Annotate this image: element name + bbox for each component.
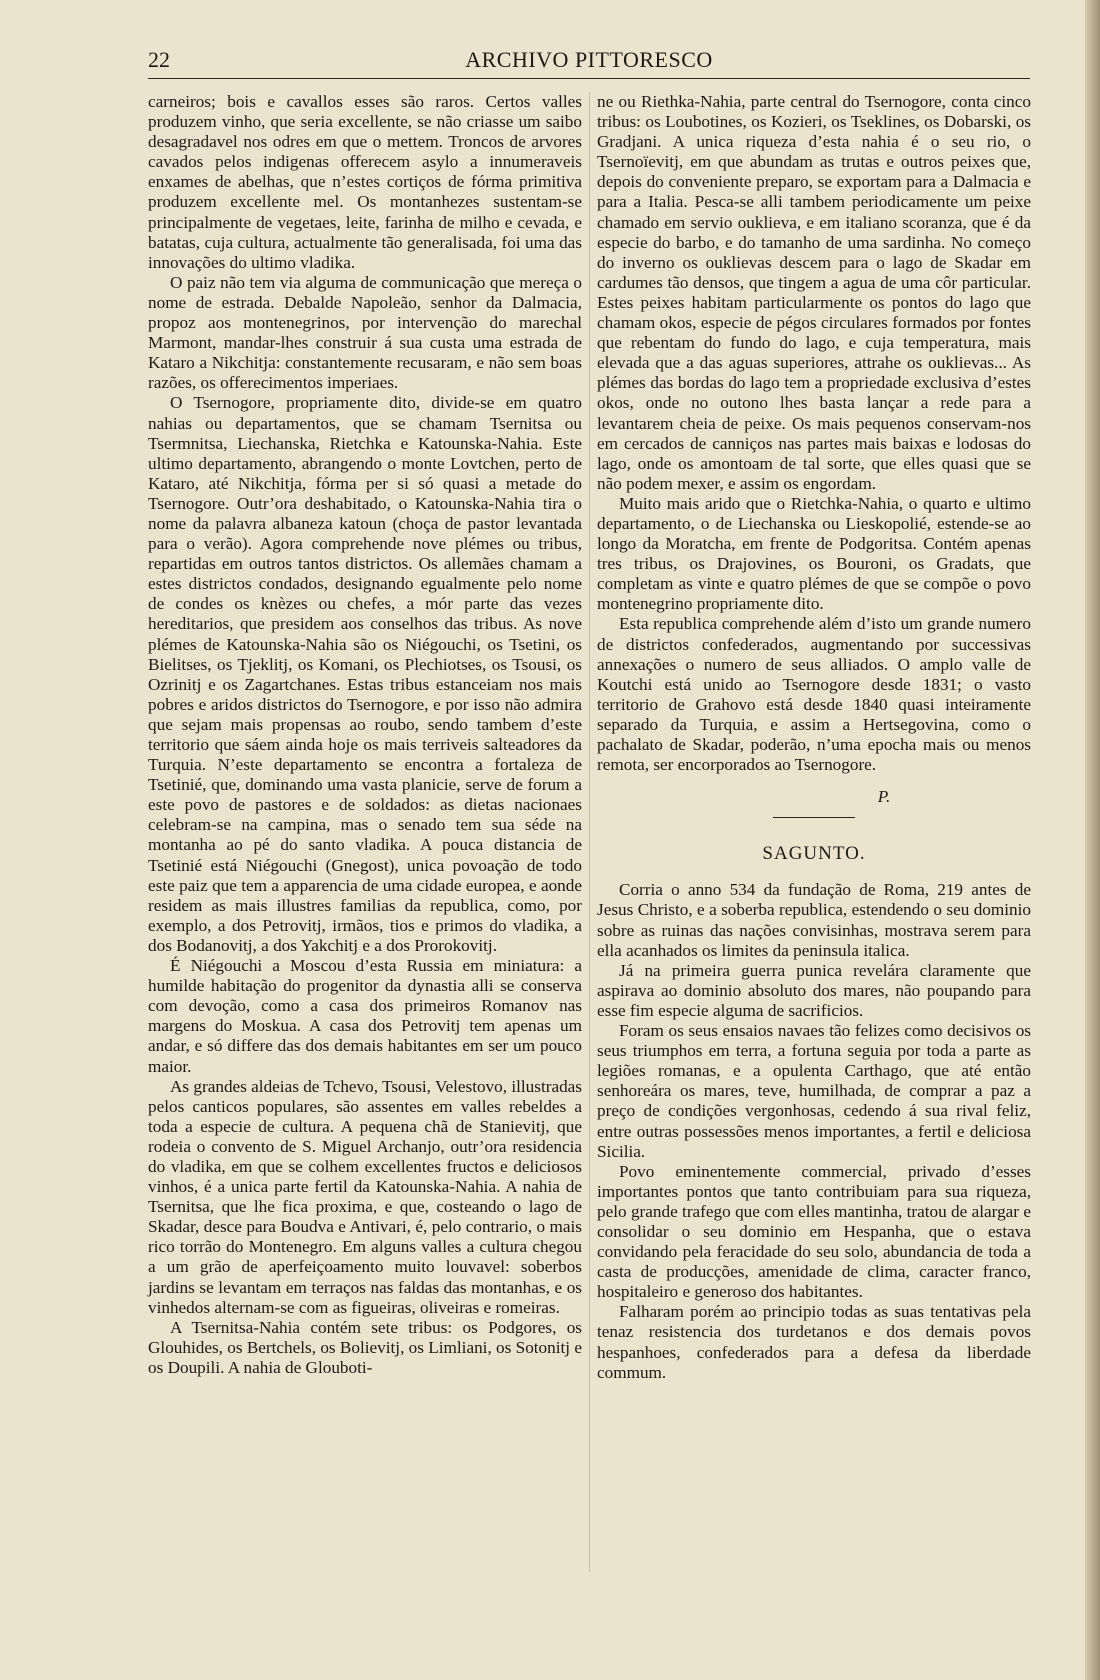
author-signature: P. [877, 787, 891, 807]
paragraph: carneiros; bois e cavallos esses são raros. Certos valles produzem vinho, que seria excellente, se não criasse um saibo desagradavel nos odres em que o mettem. Troncos de arvores cavados pelos indigenas offerecem asylo a innumeraveis enxames de abelhas, que n’estes cortiços de fórma primitiva produzem excellente mel. Os montanhezes sustentam-se principalmente de vegetaes, leite, farinha de milho e cevada, e batatas, cuja cultura, actualmente tão generalisada, foi uma das innovações do ultimo vladika. [148, 92, 582, 272]
running-title: ARCHIVO PITTORESCO [465, 47, 713, 72]
paragraph: O paiz não tem via alguma de communicação que mereça o nome de estrada. Debalde Napoleão, senhor da Dalmacia, propoz aos montenegrinos, por intervenção do marechal Marmont, mandar-lhes construir á sua custa uma estrada de Kataro a Nikchitja: constantemente recusaram, e não sem boas razões, os offerecimentos imperiaes. [148, 272, 582, 393]
paragraph: É Niégouchi a Moscou d’esta Russia em miniatura: a humilde habitação do progenitor da dynastia alli se conserva com devoção, como a casa dos primeiros Romanov nas margens do Moskua. A casa dos Petrovitj tem apenas um andar, e só differe das dos demais habitantes em ser um pouco maior. [148, 956, 582, 1076]
paragraph: Já na primeira guerra punica revelára claramente que aspirava ao dominio absoluto dos mares, não poupando para esse fim especie alguma de sacrificios. [597, 960, 1031, 1020]
paragraph: ne ou Riethka-Nahia, parte central do Tsernogore, conta cinco tribus: os Loubotines, os Kozieri, os Tseklines, os Dobarski, os Gradjani. A unica riqueza d’esta nahia é o seu rio, o Tsernoïevitj, em que abundam as trutas e outros peixes que, depois do conveniente preparo, se exportam para a Dalmacia e para a Italia. Pesca-se alli tambem periodicamente um peixe chamado em servio ouklieva, e em italiano scoranza, que é da especie do barbo, e do tamanho de uma sardinha. No começo do inverno os ouklievas descem para o lago de Skadar em cardumes tão densos, que tingem a agua de uma côr particular. Estes peixes habitam particularmente os pontos do lago que chamam okos, especie de pégos circulares formados por fontes que rebentam do fundo do lago, e cuja temperatura, mais elevada que a das aguas superiores, attrahe os ouklievas... As plémes das bordas do lago tem a propriedade exclusiva d’estes okos, onde no outono lhes basta lançar a rede para a levantarem cheia de peixe. Os mais pequenos conservam-nos em cercados de canniços nas partes mais baixas e lodosas do lago, onde os amontoam de tal sorte, que elles quasi que se não podem mexer, e assim os engordam. [597, 92, 1031, 493]
paragraph: A Tsernitsa-Nahia contém sete tribus: os Podgores, os Glouhides, os Bertchels, os Bolievitj, os Limliani, os Sotonitj e os Doupili. A nahia de Glouboti- [148, 1317, 582, 1377]
paragraph: Corria o anno 534 da fundação de Roma, 219 antes de Jesus Christo, e a soberba republica, estendendo o seu dominio sobre as ruinas das nações convisinhas, mostrava serem para ella acanhados os limites da peninsula italica. [597, 880, 1031, 960]
paragraph: O Tsernogore, propriamente dito, divide-se em quatro nahias ou departamentos, que se chamam Tsernitsa ou Tsermnitsa, Liechanska, Rietchka e Katounska-Nahia. Este ultimo departamento, abrangendo o monte Lovtchen, perto de Kataro, até Nikchitja, fórma per si só quasi a metade do Tsernogore. Outr’ora deshabitado, o Katounska-Nahia tira o nome da palavra albaneza katoun (choça de pastor levantada para o verão). Agora comprehende nove plémes ou tribus, repartidas em outros tantos districtos. Os allemães chamam a estes districtos condados, designando egualmente pelo nome de condes os knèzes ou chefes, a mór parte das vezes hereditarios, que presidem aos conselhos das tribus. As nove plémes de Katounska-Nahia são os Niégouchi, os Tsetini, os Bielitses, os Tjeklitj, os Komani, os Plechiotses, os Tsousi, os Ozrinitj e os Zagartchanes. Estas tribus estanceiam nos mais pobres e aridos districtos do Tsernogore, e por isso não admira que sejam mais propensas ao roubo, sendo tambem d’este territorio que sáem ainda hoje os mais terriveis salteadores da Turquia. N’este departamento se encontra a fortaleza de Tsetinié, que, dominando uma vasta planicie, serve de forum a este povo de pastores e de soldados: as dietas nacionaes celebram-se na campina, mas o senado tem sua séde na montanha ao pé do santo vladika. A pouca distancia de Tsetinié está Niégouchi (Gnegost), unica povoação de todo este paiz que tem a apparencia de uma cidade europea, e aonde residem as mais illustres familias da republica, como, por exemplo, a dos Petrovitj, irmãos, tios e primos do vladika, a dos Bodanovitj, a dos Yakchitj e a dos Prorokovitj. [148, 393, 582, 955]
paragraph: Povo eminentemente commercial, privado d’esses importantes pontos que tanto contribuiam para sua riqueza, pelo grande trafego que com elles mantinha, tratou de alargar e consolidar o seu dominio em Hespanha, que o estava convidando pela feracidade do seu solo, abundancia de toda a casta de producções, amenidade de clima, caracter franco, hospitaleiro e generoso dos habitantes. [597, 1161, 1031, 1302]
column-divider [589, 92, 590, 1572]
section-divider [773, 817, 855, 818]
header-rule [148, 78, 1030, 79]
paragraph: Muito mais arido que o Rietchka-Nahia, o quarto e ultimo departamento, o de Liechanska ou Lieskopolié, estende-se ao longo da Moratcha, em frente de Podgoritsa. Contém apenas tres tribus, os Drajovines, os Bouroni, os Gradats, que completam as vinte e quatro plémes de que se compõe o povo montenegrino propriamente dito. [597, 493, 1031, 614]
paragraph: Foram os seus ensaios navaes tão felizes como decisivos os seus triumphos em terra, a fortuna seguia por toda a parte as legiões romanas, e a opulenta Carthago, que até então senhoreára os mares, teve, humilhada, de comprar a paz a preço de condições vergonhosas, cedendo á sua rival feliz, entre outras possessões menos importantes, a fertil e deliciosa Sicilia. [597, 1021, 1031, 1161]
paragraph: Esta republica comprehende além d’isto um grande numero de districtos confederados, augmentando por successivas annexações o numero de seus alliados. O amplo valle de Koutchi está unido ao Tsernogore desde 1831; o vasto territorio de Grahovo está desde 1840 quasi inteiramente separado da Turquia, e assim a Hertsegovina, como o pachalato de Skadar, poderão, n’uma epocha mais ou menos remota, ser encorporados ao Tsernogore. [597, 614, 1031, 775]
section-heading: SAGUNTO. [762, 843, 866, 865]
page-header [148, 46, 1030, 78]
right-column [597, 92, 1031, 1383]
page-edge [1085, 0, 1100, 1680]
page-number: 22 [148, 47, 170, 72]
left-column [148, 92, 582, 1378]
paragraph: As grandes aldeias de Tchevo, Tsousi, Velestovo, illustradas pelos canticos populares, são assentes em valles rebeldes a toda a especie de cultura. A pequena chã de Stanievitj, que rodeia o convento de S. Miguel Archanjo, outr’ora residencia do vladika, em que se colhem excellentes fructos e deliciosos vinhos, é a unica parte fertil da Katounska-Nahia. A nahia de Tsernitsa, que lhe fica proxima, e que, costeando o lago de Skadar, desce para Boudva e Antivari, é, pelo contrario, o mais rico torrão do Montenegro. Em alguns valles a cultura chegou a um grão de aperfeiçoamento muito louvavel: soberbos jardins se levantam em terraços nas faldas das montanhas, e os vinhedos alternam-se com as figueiras, oliveiras e romeiras. [148, 1076, 582, 1317]
paragraph: Falharam porém ao principio todas as suas tentativas pela tenaz resistencia dos turdetanos e dos demais povos hespanhoes, confederados para a defesa da liberdade commum. [597, 1302, 1031, 1382]
